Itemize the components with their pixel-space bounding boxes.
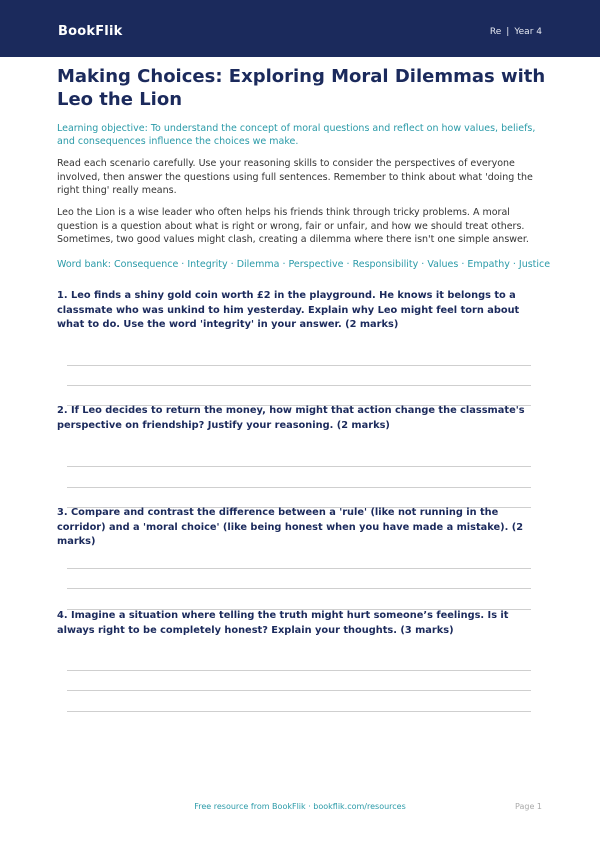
- question-3: 3. Compare and contrast the difference between a 'rule' (like not running in the corridor) and a 'moral choice' (like being honest when you have made a mistake). (2 marks): [57, 507, 524, 547]
- brand-name: BookFlik: [58, 24, 123, 39]
- page-number: Page 1: [515, 802, 542, 811]
- meta-separator: |: [506, 27, 510, 37]
- word-bank-label: Word bank:: [57, 259, 112, 270]
- answer-line[interactable]: [67, 365, 531, 366]
- page-title: Making Choices: Exploring Moral Dilemmas with Leo the Lion: [57, 66, 546, 110]
- answer-line[interactable]: [67, 711, 531, 712]
- header-bar: [0, 0, 600, 57]
- subject-label: Re: [489, 27, 502, 37]
- header-meta: [490, 27, 542, 37]
- word-bank-word: Integrity: [187, 259, 228, 270]
- question-2: 2. If Leo decides to return the money, how might that action change the classmate's perspective on friendship? Justify your reasoning. (2 marks): [57, 405, 525, 431]
- word-bank-word: Empathy: [467, 259, 510, 270]
- intro-paragraph: Leo the Lion is a wise leader who often helps his friends think through tricky problems. A moral question is a question about what is right or wrong, fair or unfair, and how we should treat others. Sometimes, two good values might clash, creating a dilemma where there isn't one simple answer.: [57, 207, 529, 245]
- word-bank-word: Consequence: [114, 259, 179, 270]
- word-bank: Word bank: Consequence · Integrity · Dilemma · Perspective · Responsibility · Values · Empathy · Justice: [57, 259, 551, 270]
- answer-line[interactable]: [67, 588, 531, 589]
- footer-text: Free resource from BookFlik · bookflik.com/resources: [194, 802, 406, 811]
- word-bank-word: Perspective: [288, 259, 344, 270]
- year-label: Year 4: [514, 27, 542, 37]
- learning-objective: Learning objective: To understand the concept of moral questions and reflect on how values, beliefs, and consequences influence the choices we make.: [57, 123, 536, 147]
- question-1: 1. Leo finds a shiny gold coin worth £2 in the playground. He knows it belongs to a classmate who was unkind to him yesterday. Explain why Leo might feel torn about what to do. Use the word 'integrity' in your answer. (2 marks): [57, 290, 520, 330]
- answer-line[interactable]: [67, 690, 531, 691]
- answer-line[interactable]: [67, 466, 531, 467]
- question-4: 4. Imagine a situation where telling the truth might hurt someone’s feelings. Is it always right to be completely honest? Explain your thoughts. (3 marks): [57, 610, 509, 636]
- word-bank-word: Dilemma: [236, 259, 280, 270]
- answer-line[interactable]: [67, 385, 531, 386]
- word-bank-word: Responsibility: [352, 259, 419, 270]
- answer-line[interactable]: [67, 568, 531, 569]
- instructions-paragraph: Read each scenario carefully. Use your reasoning skills to consider the perspectives of everyone involved, then answer the questions using full sentences. Remember to think about what 'doing the right thing' really means.: [57, 158, 533, 196]
- answer-line[interactable]: [67, 670, 531, 671]
- word-bank-word: Justice: [518, 259, 551, 270]
- word-bank-word: Values: [427, 259, 459, 270]
- answer-line[interactable]: [67, 487, 531, 488]
